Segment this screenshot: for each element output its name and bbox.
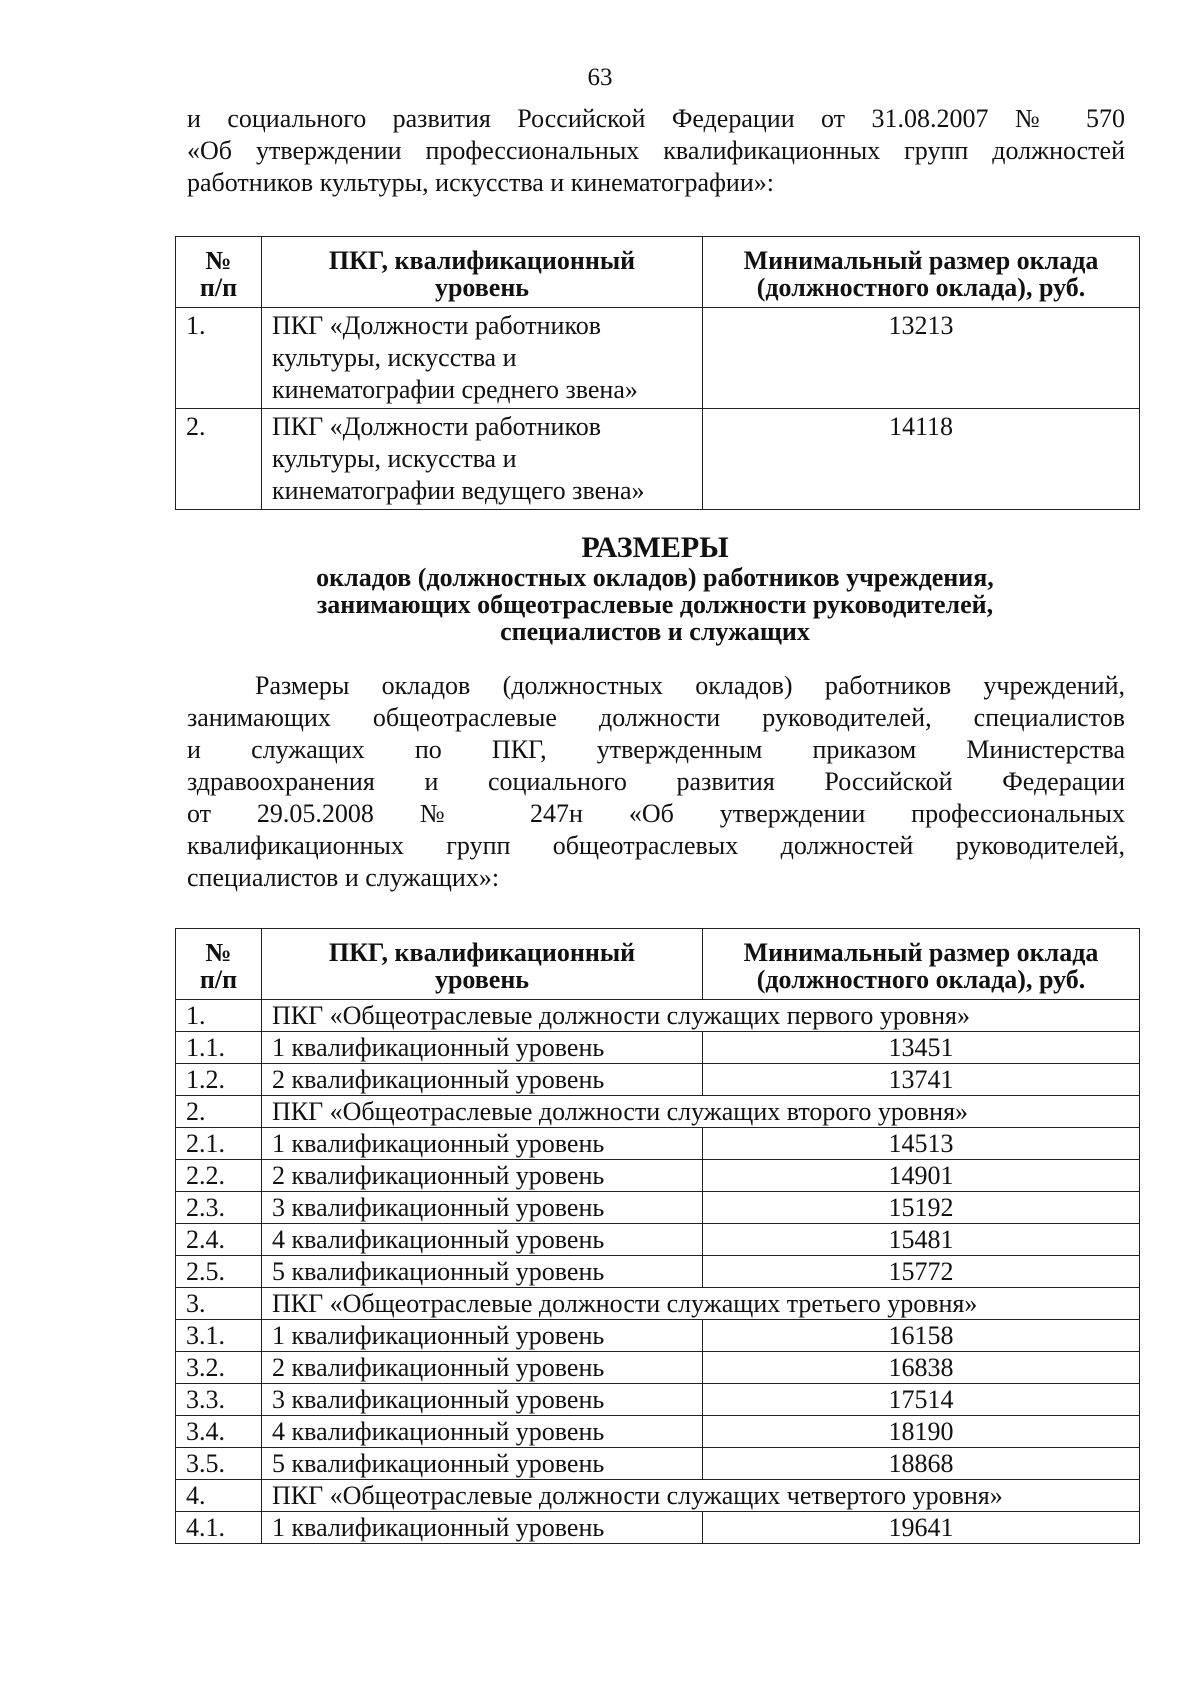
row-num: 1.2. (176, 1064, 262, 1096)
row-num: 1. (176, 308, 262, 409)
body-line: здравоохранения и социального развития Российской Федерации (187, 767, 1125, 796)
body-paragraph (187, 670, 1125, 894)
row-num: 3.5. (176, 1448, 262, 1480)
page-number: 63 (587, 64, 613, 91)
header-salary: Минимальный размер оклада (должностного оклада), руб. (703, 929, 1140, 1000)
header-num: № п/п (176, 237, 262, 308)
row-num: 1. (176, 1000, 262, 1032)
row-salary: 14513 (703, 1128, 1140, 1160)
salary-table-general (175, 928, 1140, 1544)
header-num: № п/п (176, 929, 262, 1000)
intro-line: «Об утверждении профессиональных квалификационных групп должностей (187, 136, 1125, 165)
row-pkg: ПКГ «Должности работников культуры, искусства и кинематографии среднего звена» (262, 308, 703, 409)
table-row (176, 1128, 1140, 1160)
intro-line: и социального развития Российской Федерации от 31.08.2007 № 570 (187, 104, 1125, 133)
row-salary: 19641 (703, 1512, 1140, 1544)
group-row (176, 1000, 1140, 1032)
table-row (176, 308, 1140, 409)
body-line: Размеры окладов (должностных окладов) работников учреждений, (255, 671, 1125, 700)
row-num: 2. (176, 1096, 262, 1128)
row-salary: 15192 (703, 1192, 1140, 1224)
section-heading (0, 532, 1200, 645)
table-row (176, 1160, 1140, 1192)
row-pkg: ПКГ «Должности работников культуры, искусства и кинематографии ведущего звена» (262, 409, 703, 510)
header-salary: Минимальный размер оклада (должностного оклада), руб. (703, 237, 1140, 308)
table-row (176, 1192, 1140, 1224)
row-num: 2.1. (176, 1128, 262, 1160)
group-title: ПКГ «Общеотраслевые должности служащих первого уровня» (262, 1000, 1140, 1032)
row-num: 2.2. (176, 1160, 262, 1192)
row-level: 4 квалификационный уровень (262, 1224, 703, 1256)
table-row (176, 1064, 1140, 1096)
table-row (176, 1352, 1140, 1384)
group-title: ПКГ «Общеотраслевые должности служащих второго уровня» (262, 1096, 1140, 1128)
row-salary: 14118 (703, 409, 1140, 510)
row-salary: 18868 (703, 1448, 1140, 1480)
row-level: 5 квалификационный уровень (262, 1448, 703, 1480)
body-line: специалистов и служащих»: (187, 863, 500, 892)
group-title: ПКГ «Общеотраслевые должности служащих третьего уровня» (262, 1288, 1140, 1320)
row-level: 1 квалификационный уровень (262, 1512, 703, 1544)
row-num: 2.5. (176, 1256, 262, 1288)
table-row (176, 1320, 1140, 1352)
section-subtitle-line: окладов (должностных окладов) работников учреждения, (316, 563, 994, 592)
row-salary: 15481 (703, 1224, 1140, 1256)
table-row (176, 1032, 1140, 1064)
row-salary: 18190 (703, 1416, 1140, 1448)
body-line: от 29.05.2008 № 247н «Об утверждении профессиональных (187, 799, 1125, 828)
salary-table-culture (175, 236, 1140, 510)
group-row (176, 1480, 1140, 1512)
row-num: 2.4. (176, 1224, 262, 1256)
row-num: 3.1. (176, 1320, 262, 1352)
section-subtitle-line: специалистов и служащих (500, 617, 810, 646)
table-row (176, 409, 1140, 510)
header-pkg: ПКГ, квалификационный уровень (262, 237, 703, 308)
row-salary: 15772 (703, 1256, 1140, 1288)
row-level: 1 квалификационный уровень (262, 1320, 703, 1352)
row-level: 5 квалификационный уровень (262, 1256, 703, 1288)
intro-line: работников культуры, искусства и кинематографии»: (187, 168, 774, 197)
row-num: 3.3. (176, 1384, 262, 1416)
row-num: 3.4. (176, 1416, 262, 1448)
table-header-row (176, 929, 1140, 1000)
table-header-row (176, 237, 1140, 308)
table-row (176, 1384, 1140, 1416)
row-num: 3.2. (176, 1352, 262, 1384)
row-salary: 13741 (703, 1064, 1140, 1096)
intro-paragraph (187, 103, 1125, 199)
row-level: 1 квалификационный уровень (262, 1128, 703, 1160)
row-level: 2 квалификационный уровень (262, 1352, 703, 1384)
table-row (176, 1416, 1140, 1448)
group-title: ПКГ «Общеотраслевые должности служащих четвертого уровня» (262, 1480, 1140, 1512)
group-row (176, 1096, 1140, 1128)
row-level: 1 квалификационный уровень (262, 1032, 703, 1064)
section-subtitle-line: занимающих общеотраслевые должности руководителей, (316, 590, 994, 619)
row-num: 1.1. (176, 1032, 262, 1064)
row-num: 3. (176, 1288, 262, 1320)
row-num: 4. (176, 1480, 262, 1512)
table-row (176, 1224, 1140, 1256)
row-salary: 16158 (703, 1320, 1140, 1352)
table-row (176, 1512, 1140, 1544)
row-salary: 14901 (703, 1160, 1140, 1192)
table-row (176, 1256, 1140, 1288)
row-salary: 13213 (703, 308, 1140, 409)
row-salary: 13451 (703, 1032, 1140, 1064)
row-level: 2 квалификационный уровень (262, 1064, 703, 1096)
section-title: РАЗМЕРЫ (581, 531, 729, 564)
body-line: квалификационных групп общеотраслевых должностей руководителей, (187, 831, 1125, 860)
row-salary: 17514 (703, 1384, 1140, 1416)
row-level: 3 квалификационный уровень (262, 1192, 703, 1224)
header-pkg: ПКГ, квалификационный уровень (262, 929, 703, 1000)
row-level: 3 квалификационный уровень (262, 1384, 703, 1416)
group-row (176, 1288, 1140, 1320)
body-line: и служащих по ПКГ, утвержденным приказом Министерства (187, 735, 1125, 764)
row-num: 2.3. (176, 1192, 262, 1224)
row-level: 4 квалификационный уровень (262, 1416, 703, 1448)
table-row (176, 1448, 1140, 1480)
row-salary: 16838 (703, 1352, 1140, 1384)
row-level: 2 квалификационный уровень (262, 1160, 703, 1192)
body-line: занимающих общеотраслевые должности руководителей, специалистов (187, 703, 1125, 732)
row-num: 2. (176, 409, 262, 510)
row-num: 4.1. (176, 1512, 262, 1544)
